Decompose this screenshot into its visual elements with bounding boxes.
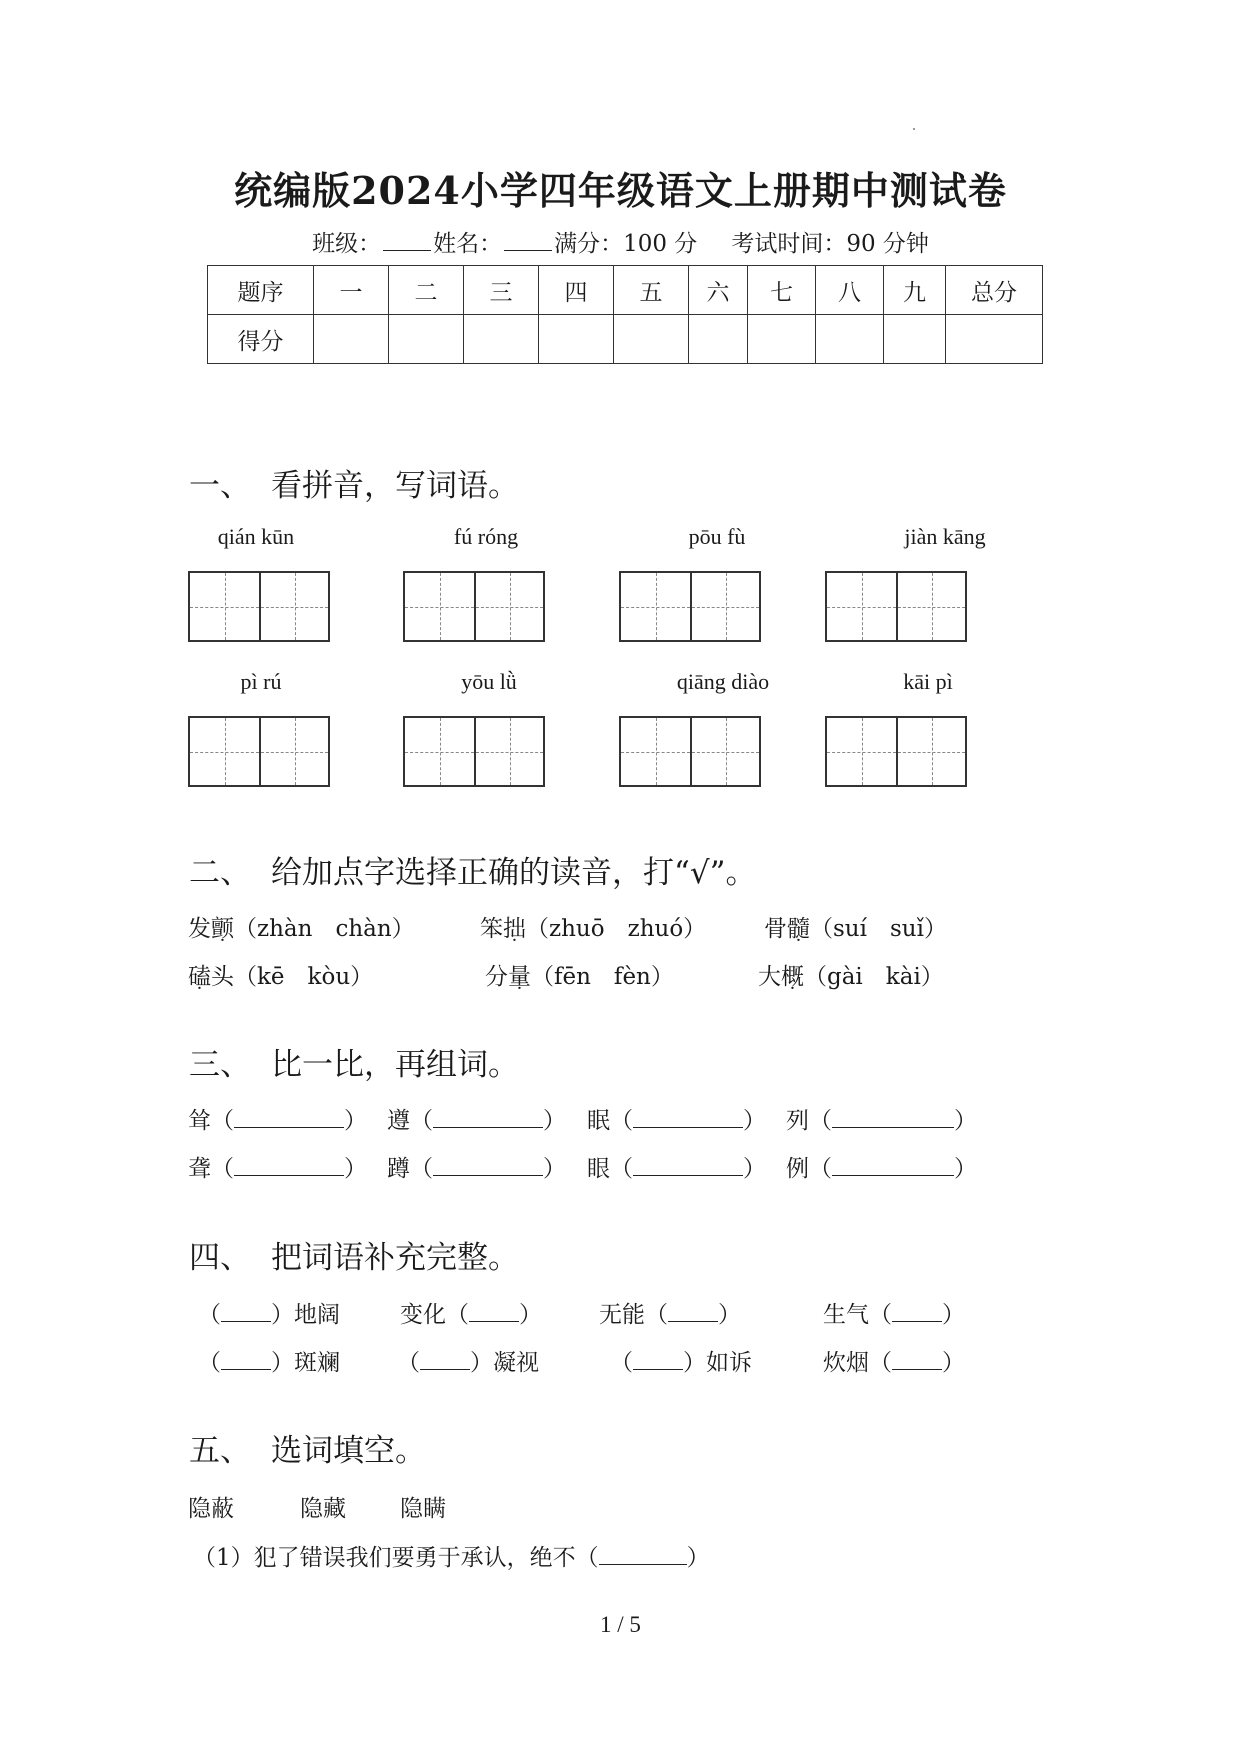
word-group-item: 眠（ ）	[587, 1108, 766, 1134]
idiom-item: 生气（ ）	[823, 1302, 965, 1328]
name-label: 姓名：	[433, 231, 503, 257]
score-cell[interactable]	[816, 315, 884, 364]
pinyin-label: jiàn kāng	[904, 524, 986, 549]
pinyin-options[interactable]: （gài kài）	[804, 964, 944, 990]
answer-blank[interactable]	[892, 1301, 942, 1322]
answer-blank[interactable]	[633, 1349, 683, 1370]
section-title: 比一比，再组词。	[271, 1047, 519, 1083]
answer-blank[interactable]	[234, 1155, 344, 1176]
dotted-char: 量	[508, 964, 531, 990]
score-header-cell: 题序	[208, 266, 314, 315]
word-choice: 隐蔽	[188, 1496, 234, 1522]
stray-mark	[913, 128, 915, 130]
answer-blank[interactable]	[832, 1107, 954, 1128]
answer-blank[interactable]	[221, 1349, 271, 1370]
exam-info	[0, 225, 1241, 258]
word-choice: 隐瞒	[400, 1496, 446, 1522]
answer-blank[interactable]	[633, 1107, 743, 1128]
idiom-item: （ ）地阔	[198, 1302, 340, 1328]
score-header-cell: 总分	[946, 266, 1043, 315]
section-number: 五、	[189, 1433, 251, 1469]
section-number: 三、	[189, 1047, 251, 1083]
full-score: 满分：100 分	[554, 231, 698, 257]
writing-grid[interactable]	[188, 571, 330, 642]
score-table-score-row	[208, 315, 1043, 364]
answer-blank[interactable]	[234, 1107, 344, 1128]
pinyin-label: fú róng	[453, 524, 519, 549]
word-group-item: 耸（ ）	[188, 1108, 367, 1134]
score-cell[interactable]	[464, 315, 539, 364]
writing-grid[interactable]	[188, 716, 330, 787]
pinyin-label: pōu fù	[688, 524, 746, 549]
section-number: 一、	[189, 468, 251, 504]
section-3-heading	[189, 1039, 519, 1084]
idiom-item: 变化（ ）	[400, 1302, 542, 1328]
answer-blank[interactable]	[420, 1349, 470, 1370]
answer-blank[interactable]	[221, 1301, 271, 1322]
exam-time: 考试时间：90 分钟	[731, 231, 929, 257]
section-title: 给加点字选择正确的读音，打“√”。	[271, 855, 757, 891]
score-cell[interactable]	[539, 315, 614, 364]
reading-choice-item: 笨拙（zhuō zhuó）	[480, 910, 706, 943]
word-group-item: 例（ ）	[786, 1156, 977, 1182]
dotted-char: 概	[781, 964, 804, 990]
answer-blank[interactable]	[668, 1301, 718, 1322]
pinyin-options[interactable]: （zhàn chàn）	[234, 916, 415, 942]
score-header-cell: 九	[884, 266, 946, 315]
writing-grid[interactable]	[619, 716, 761, 787]
word-choice: 隐藏	[300, 1496, 346, 1522]
score-cell[interactable]	[946, 315, 1043, 364]
score-header-cell: 八	[816, 266, 884, 315]
writing-grid[interactable]	[825, 571, 967, 642]
section-title: 选词填空。	[271, 1433, 426, 1469]
reading-choice-item: 磕头（kē kòu）	[188, 958, 373, 991]
writing-grid[interactable]	[619, 571, 761, 642]
word-group-item: 遵（ ）	[387, 1108, 566, 1134]
dotted-char: 颤	[211, 916, 234, 942]
score-header-cell: 六	[689, 266, 748, 315]
writing-grid[interactable]	[403, 571, 545, 642]
score-cell[interactable]	[689, 315, 748, 364]
answer-blank[interactable]	[469, 1301, 519, 1322]
dotted-char: 磕	[188, 964, 211, 990]
class-label: 班级：	[312, 231, 382, 257]
pinyin-label: qiāng diào	[676, 669, 770, 694]
answer-blank[interactable]	[599, 1544, 687, 1565]
pinyin-options[interactable]: （zhuō zhuó）	[526, 916, 707, 942]
dotted-char: 拙	[503, 916, 526, 942]
reading-choice-item: 发颤（zhàn chàn）	[188, 910, 415, 943]
score-header-cell: 一	[314, 266, 389, 315]
idiom-item: （ ）凝视	[397, 1350, 539, 1376]
pinyin-options[interactable]: （suí suǐ）	[810, 916, 947, 942]
section-title: 把词语补充完整。	[271, 1240, 519, 1276]
section-5-heading	[189, 1425, 426, 1470]
score-header-cell: 三	[464, 266, 539, 315]
class-blank[interactable]	[383, 232, 431, 251]
idiom-item: （ ）如诉	[610, 1350, 752, 1376]
section-4-heading	[189, 1232, 519, 1277]
answer-blank[interactable]	[633, 1155, 743, 1176]
score-row-label: 得分	[208, 315, 314, 364]
pinyin-label: qián kūn	[217, 524, 295, 549]
score-table-header-row	[208, 266, 1043, 315]
word-group-item: 蹲（ ）	[387, 1156, 566, 1182]
score-cell[interactable]	[884, 315, 946, 364]
answer-blank[interactable]	[433, 1155, 543, 1176]
score-table	[207, 265, 1043, 364]
score-cell[interactable]	[748, 315, 816, 364]
score-cell[interactable]	[314, 315, 389, 364]
pinyin-options[interactable]: （fēn fèn）	[531, 964, 674, 990]
answer-blank[interactable]	[832, 1155, 954, 1176]
score-header-cell: 二	[389, 266, 464, 315]
answer-blank[interactable]	[892, 1349, 942, 1370]
score-cell[interactable]	[614, 315, 689, 364]
idiom-item: 无能（ ）	[599, 1302, 741, 1328]
page-title: 统编版2024小学四年级语文上册期中测试卷	[234, 168, 1007, 213]
idiom-item: 炊烟（ ）	[823, 1350, 965, 1376]
reading-choice-item: 分量（fēn fèn）	[485, 958, 674, 991]
pinyin-options[interactable]: （kē kòu）	[234, 964, 374, 990]
section-number: 二、	[189, 855, 251, 891]
writing-grid[interactable]	[825, 716, 967, 787]
pinyin-label: kāi pì	[903, 669, 953, 694]
score-header-cell: 七	[748, 266, 816, 315]
dotted-char: 髓	[787, 916, 810, 942]
answer-blank[interactable]	[433, 1107, 543, 1128]
word-group-item: 聋（ ）	[188, 1156, 367, 1182]
score-cell[interactable]	[389, 315, 464, 364]
writing-grid[interactable]	[403, 716, 545, 787]
idiom-item: （ ）斑斓	[198, 1350, 340, 1376]
question-1: （1）犯了错误我们要勇于承认，绝不（ ）	[193, 1545, 710, 1571]
section-2-heading	[189, 847, 756, 892]
score-header-cell: 四	[539, 266, 614, 315]
page-number: 1 / 5	[600, 1612, 641, 1637]
section-1-heading	[189, 460, 519, 505]
section-title: 看拼音，写词语。	[271, 468, 519, 504]
name-blank[interactable]	[504, 232, 552, 251]
score-header-cell: 五	[614, 266, 689, 315]
word-group-item: 眼（ ）	[587, 1156, 766, 1182]
section-number: 四、	[189, 1240, 251, 1276]
word-group-item: 列（ ）	[786, 1108, 977, 1134]
reading-choice-item: 大概（gài kài）	[758, 958, 944, 991]
reading-choice-item: 骨髓（suí suǐ）	[764, 910, 947, 943]
pinyin-label: yōu lǜ	[461, 669, 517, 694]
pinyin-label: pì rú	[240, 669, 282, 694]
